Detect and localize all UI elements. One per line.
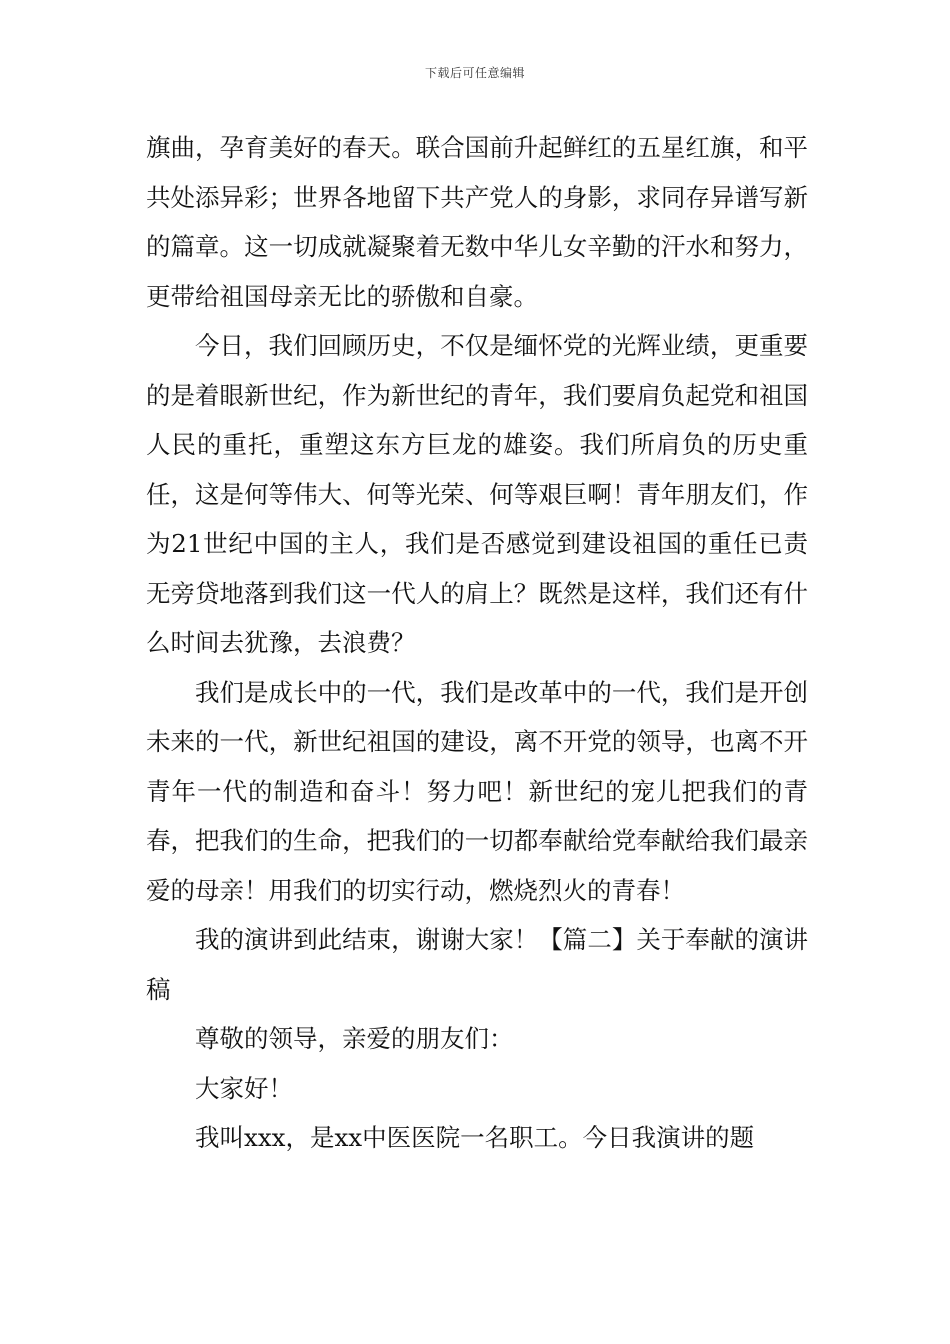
paragraph-3: 我们是成长中的一代，我们是改革中的一代，我们是开创未来的一代，新世纪祖国的建设，离不开党的领导，也离不开青年一代的制造和奋斗！努力吧！新世纪的宠儿把我们的青春，把我们的生命，把我们的一切都奉献给党奉献给我们最亲爱的母亲！用我们的切实行动，燃烧烈火的青春！ xyxy=(146,677,808,905)
paragraph-4: 我的演讲到此结束，谢谢大家！【篇二】关于奉献的演讲稿 xyxy=(146,925,808,1004)
paragraph-greeting: 大家好！ xyxy=(195,1073,293,1103)
page-header: 下载后可任意编辑 xyxy=(424,66,525,80)
paragraph-1: 旗曲，孕育美好的春天。联合国前升起鲜红的五星红旗，和平共处添异彩；世界各地留下共产党人的身影，求同存异谱写新的篇章。这一切成就凝聚着无数中华儿女辛勤的汗水和努力，更带给祖国母亲无比的骄傲和自豪。 xyxy=(146,133,808,311)
paragraph-intro: 我叫xxx，是xx中医医院一名职工。今日我演讲的题 xyxy=(195,1123,755,1152)
document-body xyxy=(146,123,808,1163)
paragraph-salutation: 尊敬的领导，亲爱的朋友们： xyxy=(195,1024,514,1053)
paragraph-2: 今日，我们回顾历史，不仅是缅怀党的光辉业绩，更重要的是着眼新世纪，作为新世纪的青年，我们要肩负起党和祖国人民的重托，重塑这东方巨龙的雄姿。我们所肩负的历史重任，这是何等伟大、何等光荣、何等艰巨啊！青年朋友们，作为21世纪中国的主人，我们是否感觉到建设祖国的重任已责无旁贷地落到我们这一代人的肩上？既然是这样，我们还有什么时间去犹豫，去浪费？ xyxy=(146,331,808,657)
